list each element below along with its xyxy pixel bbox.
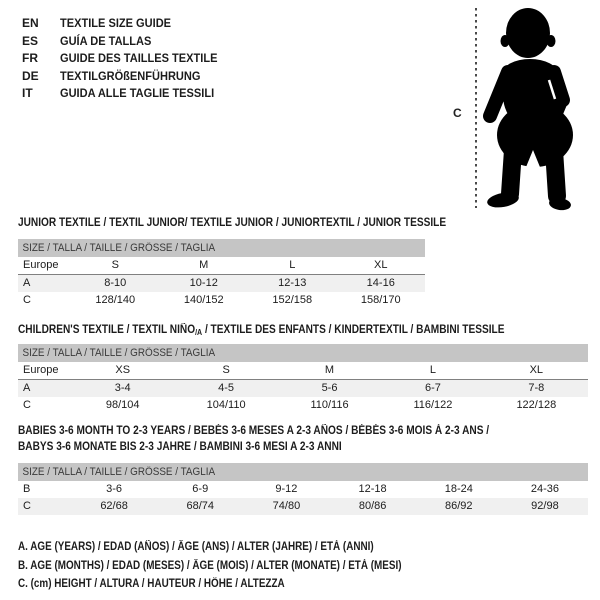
- size-cell: 18-24: [444, 483, 473, 495]
- baby-silhouette-shape: [486, 8, 573, 211]
- size-cell: L: [429, 364, 436, 376]
- size-cell: 4-5: [218, 382, 235, 394]
- size-cell: 5-6: [321, 382, 338, 394]
- size-header-text: SIZE / TALLA / TAILLE / GRÖSSE / TAGLIA: [22, 242, 216, 254]
- row-label: A: [23, 277, 31, 289]
- lang-row-de: [22, 68, 231, 86]
- row-label: Europe: [23, 364, 59, 376]
- size-cell: 8-10: [104, 277, 127, 289]
- size-cell: 12-13: [278, 277, 307, 289]
- lang-code: DE: [22, 68, 39, 83]
- babies-title-line1: BABIES 3-6 MONTH TO 2-3 YEARS / BEBÉS 3-6 MESES A 2-3 AÑOS / BÉBÉS 3-6 MOIS À 2-3 ANS /: [18, 425, 490, 437]
- babies-size-table: [18, 463, 588, 515]
- size-cell: XL: [529, 364, 544, 376]
- lang-code: IT: [22, 86, 33, 100]
- table-row-height: [18, 498, 588, 515]
- size-cell: 80/86: [358, 500, 387, 512]
- size-cell: 158/170: [360, 294, 401, 306]
- size-cell: 128/140: [95, 294, 136, 306]
- size-cell: 152/158: [272, 294, 313, 306]
- size-header-bar: [18, 239, 425, 257]
- lang-title: TEXTILE SIZE GUIDE: [60, 16, 172, 30]
- table-row-age: [18, 275, 425, 292]
- legend-line-c: C. (cm) HEIGHT / ALTURA / HAUTEUR / HÖHE / ALTEZZA: [18, 578, 285, 590]
- lang-row-fr: [22, 50, 231, 68]
- lang-title: GUÍA DE TALLAS: [60, 33, 152, 48]
- babies-table-title: [18, 424, 489, 455]
- table-row-age: [18, 380, 588, 397]
- size-cell: 110/116: [310, 399, 349, 411]
- junior-size-table: [18, 239, 425, 309]
- size-cell: 3-6: [106, 483, 123, 495]
- baby-silhouette: [440, 0, 600, 215]
- size-cell: 116/122: [413, 399, 453, 411]
- height-measure-label: C: [453, 106, 462, 120]
- size-cell: 6-9: [192, 483, 209, 495]
- row-label: C: [23, 294, 31, 306]
- lang-code: EN: [22, 16, 39, 30]
- row-label: C: [23, 500, 31, 512]
- size-header-text: SIZE / TALLA / TAILLE / GRÖSSE / TAGLIA: [22, 466, 216, 478]
- legend-line-b: B. AGE (MONTHS) / EDAD (MESES) / ÂGE (MOIS) / ALTER (MONATE) / ETÀ (MESI): [18, 559, 402, 572]
- lang-title: GUIDA ALLE TAGLIE TESSILI: [60, 86, 215, 100]
- table-row-europe: [18, 362, 588, 380]
- size-cell: 24-36: [530, 483, 560, 495]
- size-header-bar: [18, 344, 588, 362]
- lang-title: TEXTILGRÖßENFÜHRUNG: [60, 68, 201, 83]
- size-cell: S: [111, 259, 119, 271]
- lang-row-es: [22, 33, 231, 51]
- size-cell: XL: [374, 259, 388, 271]
- lang-code: FR: [22, 51, 38, 65]
- size-cell: 3-4: [114, 382, 131, 394]
- row-label: B: [23, 483, 31, 495]
- table-row-europe: [18, 257, 425, 275]
- children-title-sub: /A: [195, 328, 203, 337]
- size-cell: 140/152: [183, 294, 224, 306]
- junior-table-title: JUNIOR TEXTILE / TEXTIL JUNIOR/ TEXTILE JUNIOR / JUNIORTEXTIL / JUNIOR TESSILE: [18, 217, 447, 229]
- size-cell: 62/68: [100, 500, 128, 512]
- table-row-height: [18, 292, 425, 309]
- size-cell: 68/74: [186, 500, 215, 512]
- children-table-title: [18, 323, 504, 341]
- table-row-months: [18, 481, 588, 498]
- lang-row-en: [22, 15, 231, 33]
- size-cell: 12-18: [358, 483, 387, 495]
- children-title-pre: CHILDREN'S TEXTILE / TEXTIL NIÑO: [18, 324, 196, 336]
- lang-code: ES: [22, 33, 39, 48]
- size-cell: 10-12: [189, 277, 218, 289]
- lang-row-it: [22, 85, 231, 103]
- size-cell: 6-7: [424, 382, 441, 394]
- size-cell: 9-12: [275, 483, 298, 495]
- size-cell: 104/110: [206, 399, 246, 411]
- size-cell: XS: [115, 364, 131, 376]
- row-label: A: [23, 382, 31, 394]
- size-header-bar: [18, 463, 588, 481]
- size-cell: M: [199, 259, 209, 271]
- language-title-list: [22, 15, 231, 103]
- baby-silhouette-svg: [440, 0, 600, 215]
- children-size-table: [18, 344, 588, 414]
- size-header-text: SIZE / TALLA / TAILLE / GRÖSSE / TAGLIA: [22, 347, 216, 359]
- size-cell: 98/104: [105, 399, 140, 411]
- row-label: C: [23, 399, 31, 411]
- size-cell: M: [324, 364, 335, 376]
- size-cell: 7-8: [528, 382, 545, 394]
- size-cell: 92/98: [531, 500, 559, 512]
- measurement-legend: [18, 538, 464, 594]
- size-cell: 74/80: [272, 500, 301, 512]
- legend-line-a: A. AGE (YEARS) / EDAD (AÑOS) / ÂGE (ANS) / ALTER (JAHRE) / ETÀ (ANNI): [18, 541, 374, 553]
- table-row-height: [18, 397, 588, 414]
- size-cell: 86/92: [445, 500, 473, 512]
- size-cell: S: [222, 364, 230, 376]
- size-cell: 122/128: [516, 399, 557, 411]
- size-cell: 14-16: [366, 277, 395, 289]
- children-title-post: / TEXTILE DES ENFANTS / KINDERTEXTIL / BAMBINI TESSILE: [202, 324, 505, 336]
- babies-title-line2: BABYS 3-6 MONATE BIS 2-3 JAHRE / BAMBINI 3-6 MESI A 2-3 ANNI: [18, 440, 342, 453]
- lang-title: GUIDE DES TAILLES TEXTILE: [60, 51, 218, 65]
- row-label: Europe: [23, 259, 59, 271]
- size-cell: L: [289, 259, 296, 271]
